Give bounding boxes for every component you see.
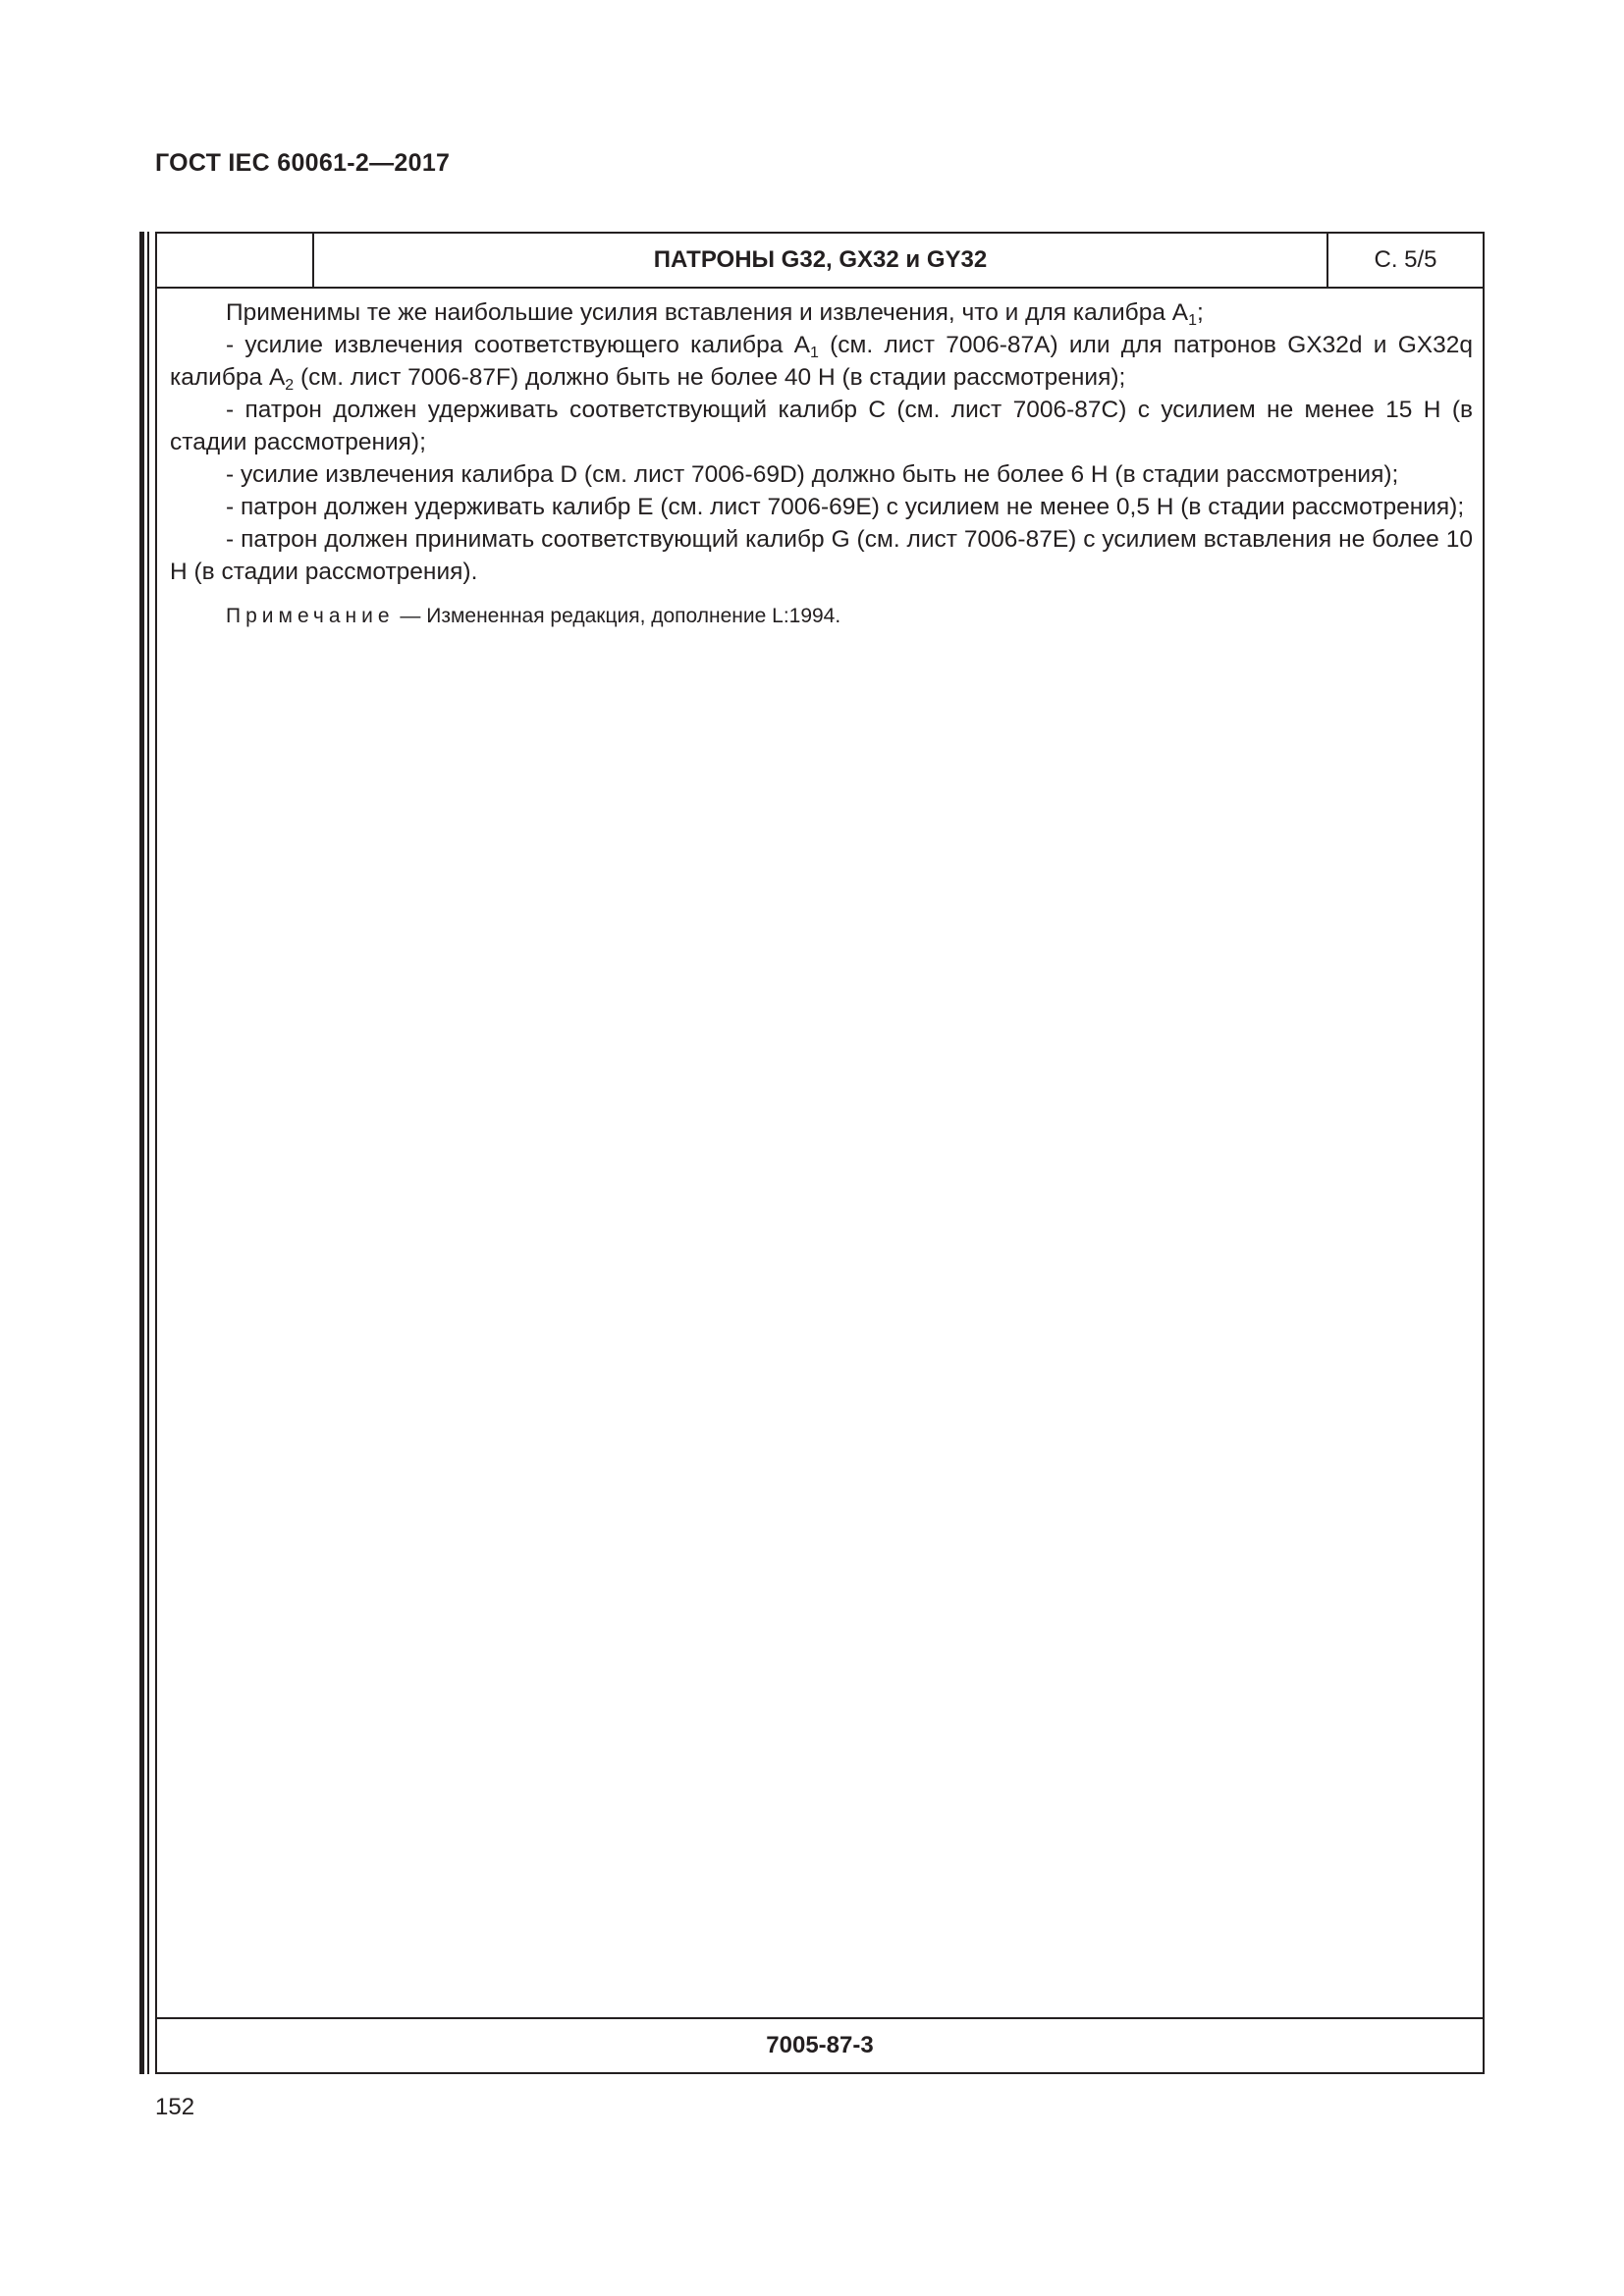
paragraph-gauge-c: - патрон должен удерживать соответствующий калибр С (см. лист 7006-87С) с усилием не менее 15 Н (в стадии рассмотрения); (170, 397, 1473, 455)
standard-sheet-frame (155, 232, 1485, 2074)
sheet-number: С. 5/5 (1374, 246, 1437, 273)
paragraph-gauge-e: - патрон должен удерживать калибр Е (см. лист 7006-69Е) с усилием не менее 0,5 Н (в стадии рассмотрения); (226, 494, 1465, 520)
left-border-thin (147, 232, 149, 2074)
note-text: — Измененная редакция, дополнение L:1994. (394, 605, 841, 627)
paragraph-extraction-force: - усилие извлечения соответствующего калибра $А_1$ (см. лист 7006-87А) или для патронов GX32d и GX32q калибра $А_2$ (см. лист 7006-87F) должно быть не более 40 Н (в стадии рассмотрения); (170, 332, 1473, 394)
paragraph-gauge-g: - патрон должен принимать соответствующий калибр G (см. лист 7006-87Е) с усилием вставления не более 10 Н (в стадии рассмотрения). (170, 526, 1473, 585)
sheet-title-row (157, 234, 1483, 289)
title-empty-cell (157, 234, 314, 287)
sheet-body (170, 296, 1473, 632)
sheet-code: 7005-87-3 (157, 2017, 1483, 2072)
paragraph-forces: Применимы те же наибольшие усилия вставления и извлечения, что и для калибра $А_1$; (226, 299, 1204, 329)
note-label: Примечание (226, 605, 395, 627)
page-number: 152 (155, 2094, 195, 2120)
left-border-thick (139, 232, 144, 2074)
note (170, 600, 1473, 632)
document-standard-header: ГОСТ IEC 60061-2—2017 (155, 149, 451, 177)
sheet-title: ПАТРОНЫ G32, GX32 и GY32 (314, 234, 1328, 287)
paragraph-gauge-d: - усилие извлечения калибра D (см. лист 7006-69D) должно быть не более 6 Н (в стадии рассмотрения); (226, 461, 1399, 488)
